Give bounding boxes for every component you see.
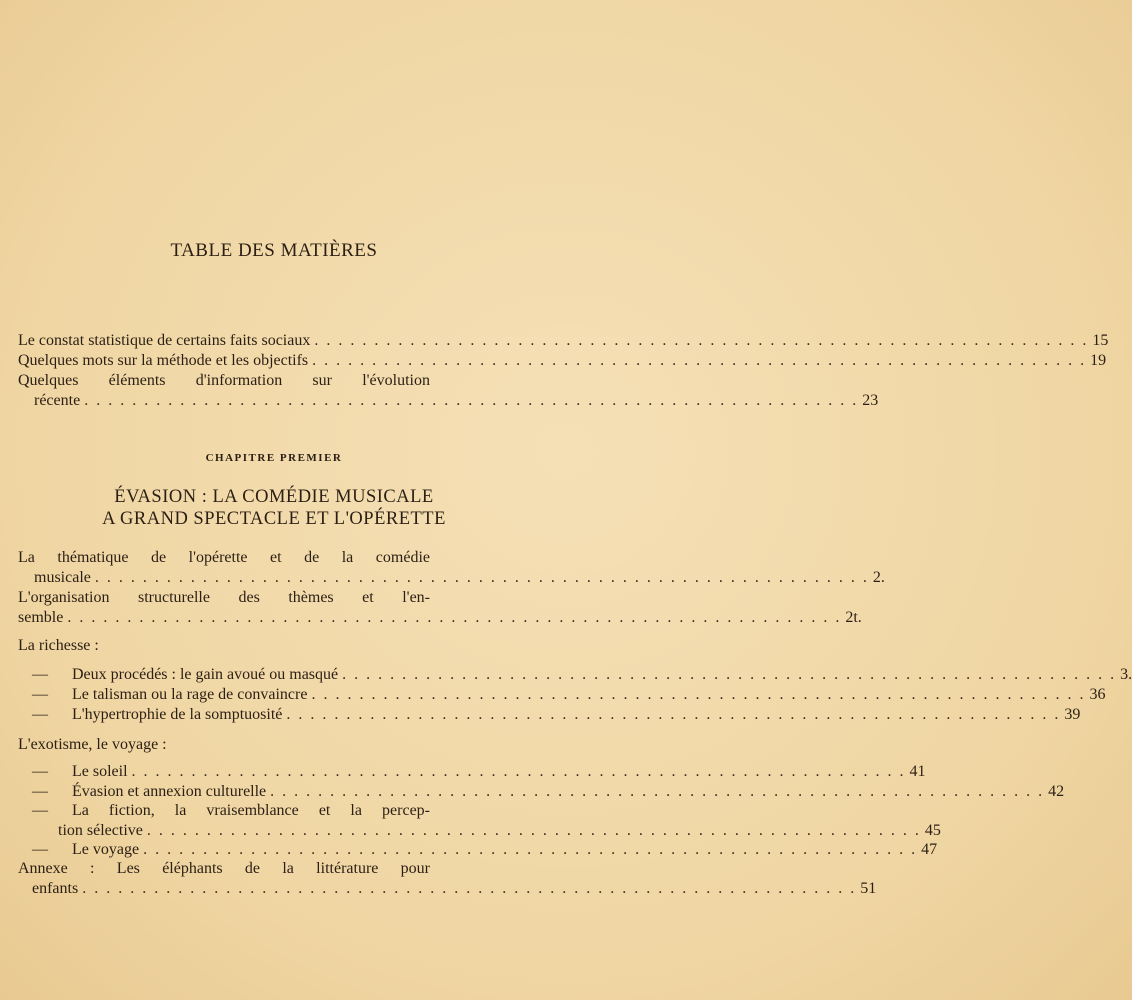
- page-number: 19: [1090, 352, 1107, 369]
- entry-text-line1: La thématique de l'opérette et de la comédie: [18, 549, 430, 566]
- entry-text: Le constat statistique de certains faits sociaux: [18, 332, 311, 349]
- page-title: TABLE DES MATIÈRES: [170, 240, 378, 261]
- toc-entry: [18, 685, 1106, 705]
- dash: —: [32, 841, 48, 858]
- entry-text-line1: L'organisation structurelle des thèmes et l'en-: [18, 589, 430, 606]
- toc-entry: [18, 665, 1132, 685]
- page-number: 2.: [872, 569, 885, 586]
- entry-text: musicale: [34, 569, 91, 586]
- page-number: 2t.: [845, 609, 862, 626]
- dash: —: [32, 686, 48, 703]
- chapter-title: [0, 486, 548, 530]
- leader-dots: . . . . . . . . . . . . . . . . . . . . . . . . . . . . . . . . . . . . . . . . . . . . . . . . . . . . . . . . . . . . . . . . .: [314, 332, 1089, 349]
- page-number: 47: [921, 841, 938, 858]
- section-heading: La richesse :: [18, 637, 99, 654]
- dash: —: [32, 706, 48, 723]
- entry-text: récente: [34, 392, 81, 409]
- entry-text: Le talisman ou la rage de convaincre: [72, 686, 308, 703]
- leader-dots: . . . . . . . . . . . . . . . . . . . . . . . . . . . . . . . . . . . . . . . . . . . . . . . . . . . . . . . . . . . . . . . . .: [82, 880, 857, 897]
- entry-text-line1: Annexe : Les éléphants de la littérature pour: [18, 860, 430, 877]
- toc-entry: [18, 859, 877, 899]
- toc-entry: [18, 588, 862, 628]
- leader-dots: . . . . . . . . . . . . . . . . . . . . . . . . . . . . . . . . . . . . . . . . . . . . . . . . . . . . . . . . . . . . . . . . .: [312, 352, 1087, 369]
- toc-entry: [18, 331, 1109, 351]
- section-heading: L'exotisme, le voyage :: [18, 736, 167, 753]
- toc-entry: [18, 801, 941, 841]
- chapter-title-line1: ÉVASION : LA COMÉDIE MUSICALE: [114, 487, 434, 507]
- chapter-title-line2: A GRAND SPECTACLE ET L'OPÉRETTE: [102, 509, 446, 529]
- page-number: 45: [924, 822, 941, 839]
- leader-dots: . . . . . . . . . . . . . . . . . . . . . . . . . . . . . . . . . . . . . . . . . . . . . . . . . . . . . . . . . . . . . . . . .: [270, 783, 1045, 800]
- toc-entry: [18, 762, 926, 782]
- leader-dots: . . . . . . . . . . . . . . . . . . . . . . . . . . . . . . . . . . . . . . . . . . . . . . . . . . . . . . . . . . . . . . . . .: [143, 841, 918, 858]
- entry-text: Le voyage: [72, 841, 140, 858]
- page-number: 39: [1064, 706, 1081, 723]
- dash: —: [32, 802, 48, 819]
- leader-dots: . . . . . . . . . . . . . . . . . . . . . . . . . . . . . . . . . . . . . . . . . . . . . . . . . . . . . . . . . . . . . . . . .: [131, 763, 906, 780]
- leader-dots: . . . . . . . . . . . . . . . . . . . . . . . . . . . . . . . . . . . . . . . . . . . . . . . . . . . . . . . . . . . . . . . . .: [286, 706, 1061, 723]
- entry-text: tion sélective: [58, 822, 143, 839]
- toc-entry: [18, 371, 879, 411]
- entry-text: L'hypertrophie de la somptuosité: [72, 706, 283, 723]
- entry-text: Deux procédés : le gain avoué ou masqué: [72, 666, 339, 683]
- leader-dots: . . . . . . . . . . . . . . . . . . . . . . . . . . . . . . . . . . . . . . . . . . . . . . . . . . . . . . . . . . . . . . . . .: [84, 392, 859, 409]
- leader-dots: . . . . . . . . . . . . . . . . . . . . . . . . . . . . . . . . . . . . . . . . . . . . . . . . . . . . . . . . . . . . . . . . .: [342, 666, 1117, 683]
- toc-entry: [18, 840, 938, 860]
- page-number: 41: [909, 763, 926, 780]
- entry-text: Évasion et annexion culturelle: [72, 783, 267, 800]
- page-number: 51: [860, 880, 877, 897]
- entry-text-line1: Quelques éléments d'information sur l'évolution: [18, 372, 430, 389]
- page-number: 3.: [1120, 666, 1132, 683]
- entry-text-line1: La fiction, la vraisemblance et la percep-: [72, 802, 430, 819]
- entry-text: Le soleil: [72, 763, 128, 780]
- leader-dots: . . . . . . . . . . . . . . . . . . . . . . . . . . . . . . . . . . . . . . . . . . . . . . . . . . . . . . . . . . . . . . . . .: [146, 822, 921, 839]
- dash: —: [32, 666, 48, 683]
- page-number: 42: [1048, 783, 1065, 800]
- entry-text: enfants: [32, 880, 79, 897]
- dash: —: [32, 783, 48, 800]
- chapter-label: CHAPITRE PREMIER: [205, 452, 343, 464]
- leader-dots: . . . . . . . . . . . . . . . . . . . . . . . . . . . . . . . . . . . . . . . . . . . . . . . . . . . . . . . . . . . . . . . . .: [67, 609, 842, 626]
- toc-entry: [18, 548, 885, 588]
- leader-dots: . . . . . . . . . . . . . . . . . . . . . . . . . . . . . . . . . . . . . . . . . . . . . . . . . . . . . . . . . . . . . . . . .: [311, 686, 1086, 703]
- toc-entry: [18, 351, 1107, 371]
- toc-entry: [18, 705, 1081, 725]
- leader-dots: . . . . . . . . . . . . . . . . . . . . . . . . . . . . . . . . . . . . . . . . . . . . . . . . . . . . . . . . . . . . . . . . .: [94, 569, 869, 586]
- toc-entry: [18, 782, 1065, 802]
- entry-text: semble: [18, 609, 64, 626]
- page-number: 23: [862, 392, 879, 409]
- dash: —: [32, 763, 48, 780]
- entry-text: Quelques mots sur la méthode et les objectifs: [18, 352, 309, 369]
- page-number: 36: [1089, 686, 1106, 703]
- page-number: 15: [1092, 332, 1109, 349]
